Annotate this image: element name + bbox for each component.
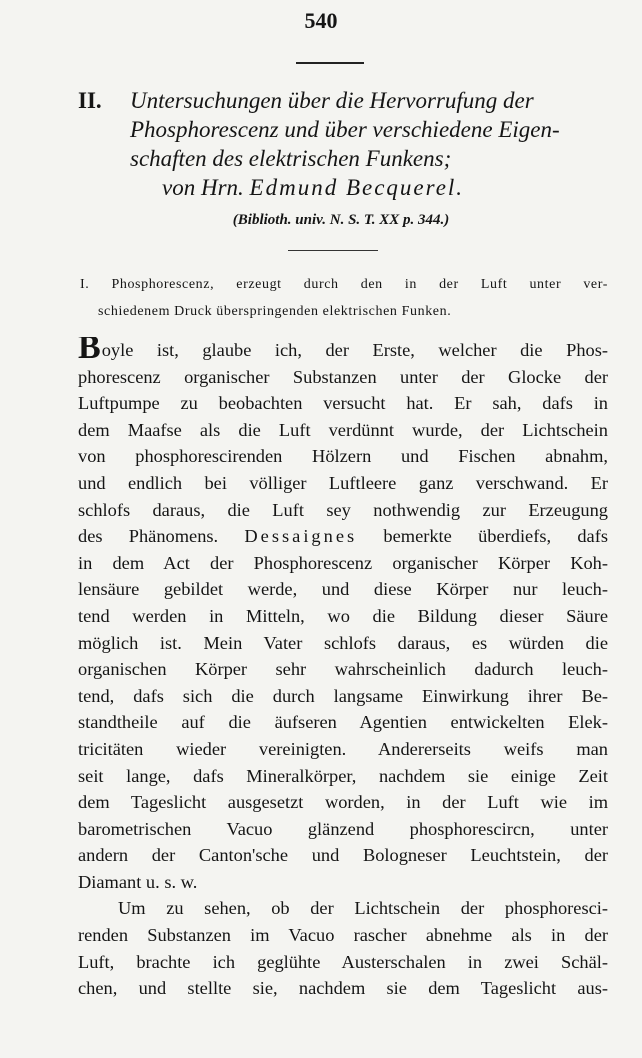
text-line: chen, und stellte sie, nachdem sie dem Tageslicht aus- bbox=[78, 978, 608, 999]
text-line-content: des Phänomens. bbox=[78, 526, 219, 547]
author-prefix: von Hrn. bbox=[162, 175, 244, 200]
text-line: tricitäten wieder vereinigten. Andererseits weifs man bbox=[78, 738, 608, 759]
text-line: dem Tageslicht ausgesetzt worden, in der Luft wie im bbox=[78, 792, 608, 813]
text-line: und endlich bei völliger Luftleere ganz verschwand. Er bbox=[78, 472, 608, 493]
text-line: dem Maafse als die Luft verdünnt wurde, der Lichtschein bbox=[78, 419, 608, 440]
text-line: von phosphorescirenden Hölzern und Fischen abnahm, bbox=[78, 446, 608, 467]
text-line: renden Substanzen im Vacuo rascher abnehme als in der bbox=[78, 925, 608, 946]
text-line: Um zu sehen, ob der Lichtschein der phosphoresci- bbox=[118, 898, 608, 919]
section-divider bbox=[288, 250, 378, 251]
article-number: II. bbox=[78, 88, 102, 113]
text-line bbox=[78, 337, 608, 364]
section-title-line-2: schiedenem Druck überspringenden elektrischen Funken. bbox=[98, 303, 452, 319]
text-line: seit lange, dafs Mineralkörper, nachdem sie einige Zeit bbox=[78, 765, 608, 786]
text-line bbox=[78, 523, 608, 550]
page-number: 540 bbox=[304, 8, 338, 33]
spaced-name: Dessaignes bbox=[244, 526, 358, 547]
body-text bbox=[78, 337, 608, 1002]
article-heading bbox=[78, 86, 618, 202]
text-line: in dem Act der Phosphorescenz organischer Körper Koh- bbox=[78, 552, 608, 573]
text-line: Diamant u. s. w. bbox=[78, 871, 198, 892]
text-line: andern der Canton'sche und Bologneser Leuchtstein, der bbox=[78, 845, 608, 866]
heading-line-3: schaften des elektrischen Funkens; bbox=[130, 146, 452, 171]
author-name: Edmund Becquerel. bbox=[249, 175, 465, 200]
text-line: schlofs daraus, die Luft sey nothwendig zur Erzeugung bbox=[78, 499, 608, 520]
citation: (Biblioth. univ. N. S. T. XX p. 344.) bbox=[232, 212, 450, 228]
heading-author-line bbox=[78, 173, 618, 202]
text-line: tend, dafs sich die durch langsame Einwirkung ihrer Be- bbox=[78, 685, 608, 706]
section-title bbox=[80, 275, 608, 328]
text-line: standtheile auf die äufseren Agentien entwickelten Elek- bbox=[78, 712, 608, 733]
heading-line-2: Phosphorescenz und über verschiedene Eigen- bbox=[130, 117, 560, 142]
text-line: lensäure gebildet werde, und diese Körper nur leuch- bbox=[78, 579, 608, 600]
text-line: möglich ist. Mein Vater schlofs daraus, es würden die bbox=[78, 632, 608, 653]
drop-cap: B bbox=[78, 337, 101, 364]
text-line: tend werden in Mitteln, wo die Bildung dieser Säure bbox=[78, 605, 608, 626]
top-divider bbox=[296, 62, 364, 64]
section-title-line-1: I. Phosphorescenz, erzeugt durch den in der Luft unter ver- bbox=[80, 277, 608, 292]
text-line: Luftpumpe zu beobachten versucht hat. Er sah, dafs in bbox=[78, 393, 608, 414]
paragraph-1 bbox=[78, 337, 608, 895]
text-line-content: oyle ist, glaube ich, der Erste, welcher die Phos- bbox=[101, 340, 608, 360]
text-line: organischen Körper sehr wahrscheinlich dadurch leuch- bbox=[78, 659, 608, 680]
paragraph-2 bbox=[78, 895, 608, 1001]
text-line: Luft, brachte ich geglühte Austerschalen in zwei Schäl- bbox=[78, 951, 608, 972]
text-line: phorescenz organischer Substanzen unter der Glocke der bbox=[78, 366, 608, 387]
text-line: barometrischen Vacuo glänzend phosphorescircn, unter bbox=[78, 818, 608, 839]
heading-line-1: Untersuchungen über die Hervorrufung der bbox=[130, 88, 534, 113]
text-line-content: bemerkte überdiefs, dafs bbox=[383, 526, 608, 547]
